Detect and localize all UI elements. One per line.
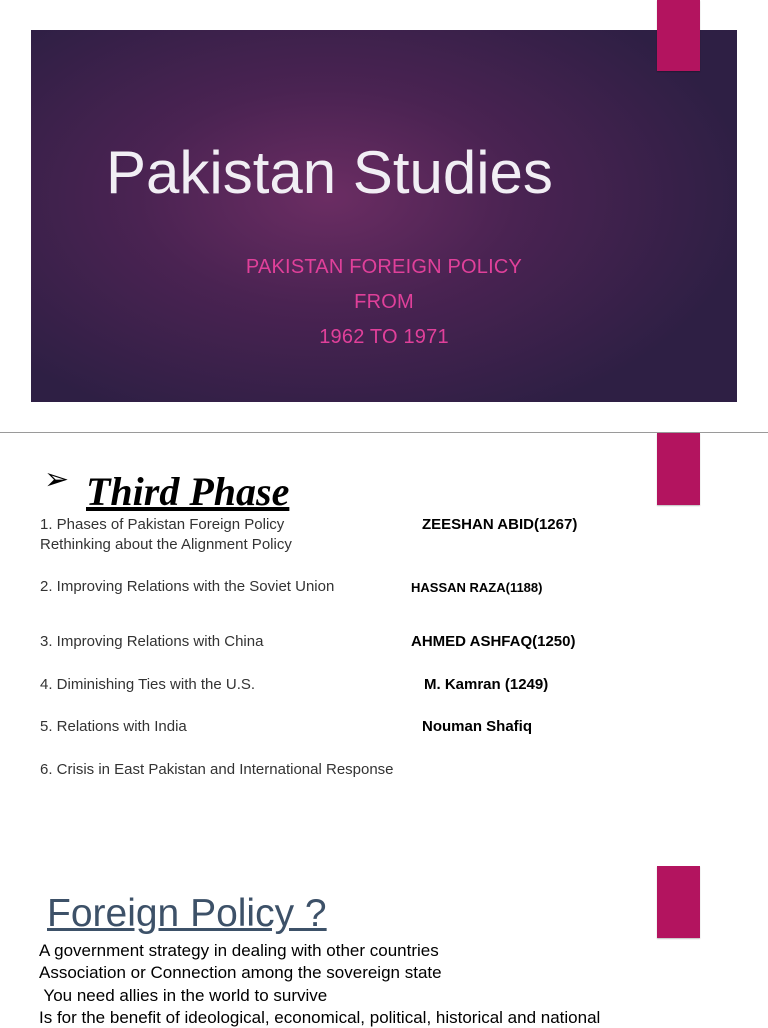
definition-line-3: You need allies in the world to survive [39,986,328,1005]
list-item-4: 4. Diminishing Ties with the U.S. [40,676,256,693]
slide-heading: Foreign Policy ? [47,892,327,935]
definition-line-1: A government strategy in dealing with other countries [39,941,439,960]
arrow-bullet-icon: ➢ [44,462,70,497]
subtitle-line-3: 1962 TO 1971 [319,326,449,348]
list-item-5: 5. Relations with India [40,718,187,735]
third-phase-slide [0,433,768,858]
slide-heading: Third Phase [86,469,290,514]
accent-tab [657,433,700,505]
presenter-name-4: M. Kamran (1249) [424,676,549,693]
title-slide [0,0,768,432]
presenter-name-5: Nouman Shafiq [422,718,533,735]
title-panel [31,30,737,402]
definition-line-4: Is for the benefit of ideological, economical, political, historical and national [39,1008,601,1027]
subtitle-line-1: PAKISTAN FOREIGN POLICY [245,256,523,278]
presenter-name-1: ZEESHAN ABID(1267) [422,516,578,533]
presenter-name-2: HASSAN RAZA(1188) [411,580,543,595]
list-item-1-line-1: 1. Phases of Pakistan Foreign Policy [40,516,285,533]
accent-tab [657,866,700,938]
list-item-2: 2. Improving Relations with the Soviet Union [40,578,335,595]
foreign-policy-slide [0,858,768,1027]
slide-title: Pakistan Studies [106,139,553,206]
accent-tab [657,0,700,71]
list-item-3: 3. Improving Relations with China [40,633,264,650]
subtitle-line-2: FROM [354,291,414,313]
list-item-6: 6. Crisis in East Pakistan and International Response [40,761,394,778]
list-item-1-line-2: Rethinking about the Alignment Policy [40,536,292,553]
definition-line-2: Association or Connection among the sovereign state [39,963,442,982]
presenter-name-3: AHMED ASHFAQ(1250) [411,633,576,650]
